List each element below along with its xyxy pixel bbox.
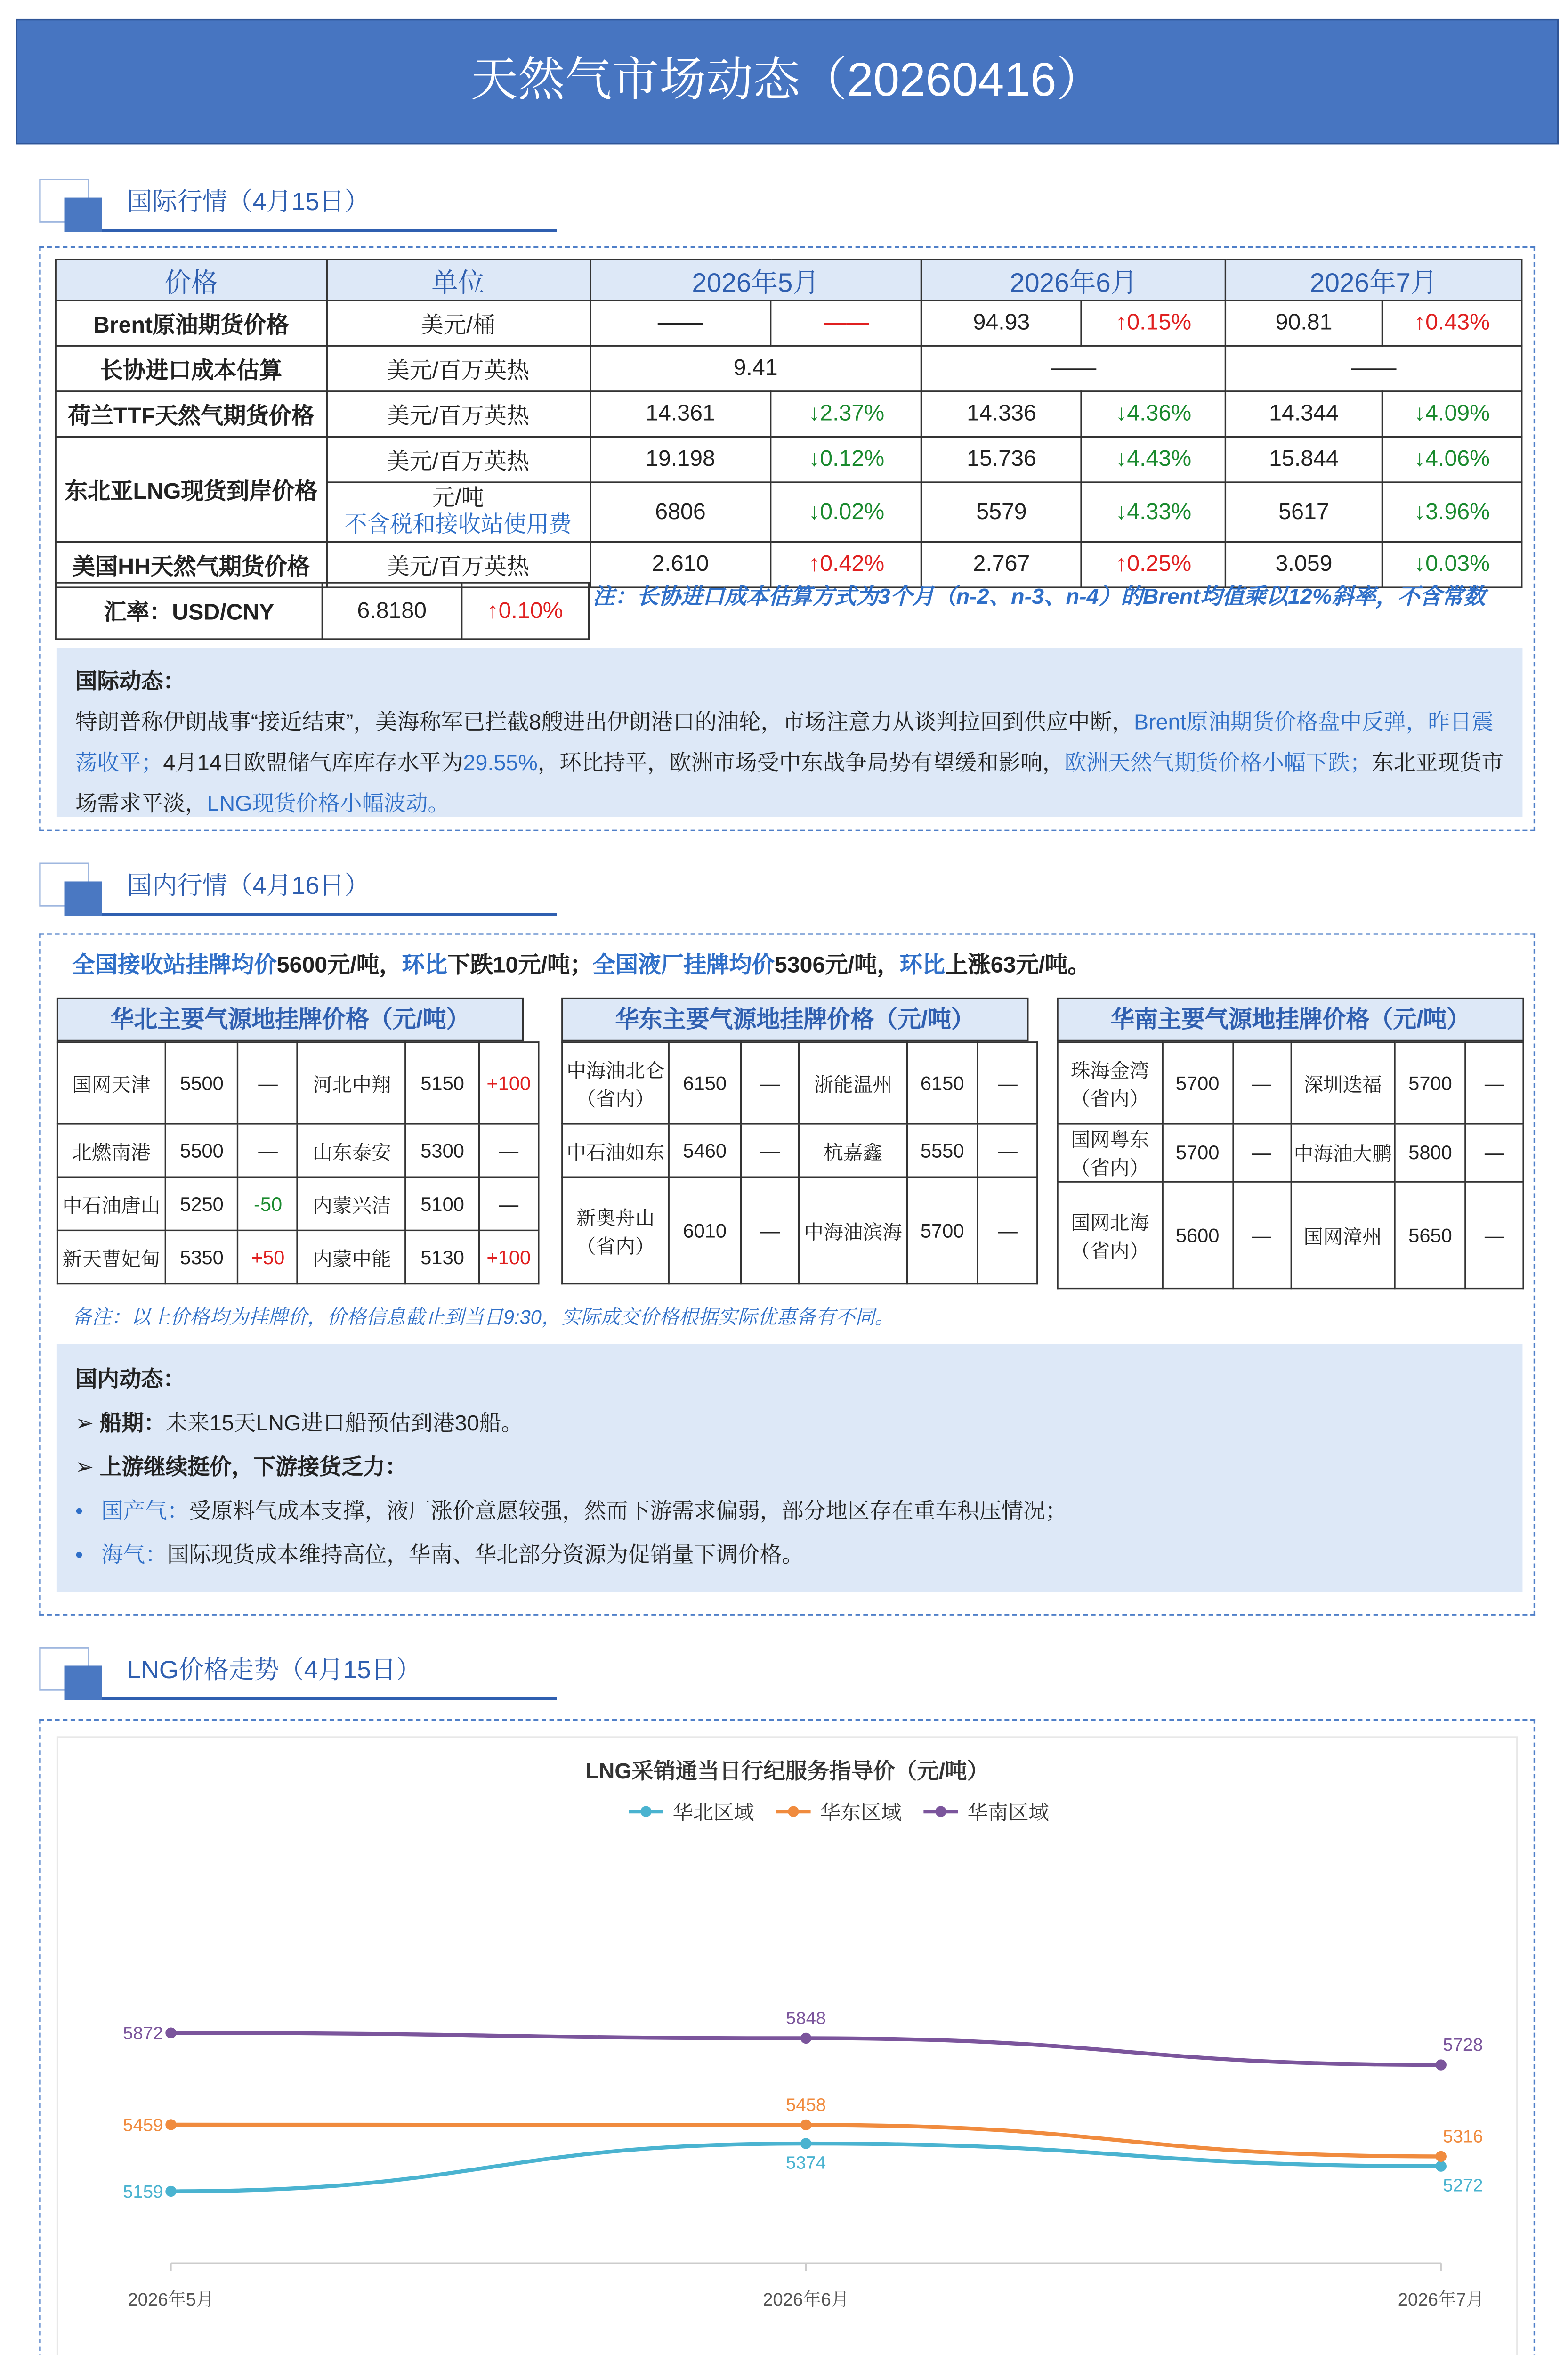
value-cell: 5579: [921, 482, 1081, 542]
region-title: 华南主要气源地挂牌价格（元/吨）: [1057, 998, 1524, 1041]
data-point-2-0: [165, 2027, 176, 2038]
source-name: 中海油大鹏: [1291, 1124, 1395, 1182]
col-header-may: 2026年5月: [590, 260, 921, 300]
source-change: +100: [479, 1042, 539, 1124]
summary-value: 5600元/吨，: [276, 953, 402, 979]
summary-key: 全国液厂挂牌均价: [592, 953, 775, 979]
col-header-jul: 2026年7月: [1226, 260, 1522, 300]
value-cell: 14.361: [590, 391, 771, 437]
x-tick-label-0: 2026年5月: [128, 2290, 214, 2310]
source-change: —: [1465, 1182, 1523, 1288]
value-cell: 5617: [1226, 482, 1382, 542]
row-label-ttf: 荷兰TTF天然气期货价格: [56, 391, 326, 437]
value-cell: ——: [1226, 346, 1522, 391]
news-highlight: 29.55%: [463, 749, 538, 775]
value-cell: 9.41: [590, 346, 921, 391]
summary-key: 环比: [899, 953, 946, 979]
source-name: 国网漳州: [1291, 1182, 1395, 1288]
header-decoration-fill: [65, 1665, 102, 1700]
section-title-trend: LNG价格走势（4月15日）: [127, 1657, 421, 1685]
intl-price-table: [55, 259, 1523, 588]
section-title-intl: 国际行情（4月15日）: [127, 189, 370, 217]
chart-container: [57, 1736, 1518, 2355]
domestic-summary: [72, 947, 1091, 980]
source-change: —: [741, 1177, 800, 1283]
source-name: 国网北海（省内）: [1058, 1182, 1162, 1288]
value-cell: 14.344: [1226, 391, 1382, 437]
news-text: ，环比持平，欧洲市场受中东战争局势有望缓和影响，: [537, 749, 1065, 775]
table-row: [1058, 1124, 1523, 1182]
table-row: [562, 1177, 1037, 1283]
table-row: [562, 1042, 1037, 1124]
domestic-news-box: [57, 1344, 1523, 1592]
news-highlight: Brent原油期货价格盘中反弹，昨日震荡收平；: [75, 709, 1494, 775]
value-cell: 19.198: [590, 437, 771, 482]
source-price: 6150: [906, 1042, 978, 1124]
legend-label-0: 华北区域: [672, 1801, 754, 1824]
bullet-label: 海气：: [101, 1542, 167, 1567]
source-change: —: [1233, 1042, 1291, 1124]
source-price: 5700: [1395, 1042, 1466, 1124]
change-cell: ↓3.96%: [1382, 482, 1521, 542]
change-cell: ↑0.15%: [1082, 300, 1226, 346]
source-change: —: [741, 1042, 800, 1124]
region-price-table: [1057, 1041, 1524, 1289]
summary-value: 下跌10元/吨；: [447, 953, 593, 979]
source-price: 5700: [1162, 1042, 1233, 1124]
news-bullet: [75, 1445, 1504, 1488]
section-header-trend: [39, 1647, 557, 1710]
source-change: —: [479, 1177, 539, 1230]
value-cell: 14.336: [921, 391, 1081, 437]
source-name: 新天曹妃甸: [57, 1230, 166, 1283]
source-price: 5350: [165, 1230, 238, 1283]
table-row: [56, 542, 1522, 588]
source-change: —: [1233, 1182, 1291, 1288]
source-name: 内蒙兴洁: [298, 1177, 406, 1230]
data-label-2-2: 5728: [1443, 2035, 1483, 2055]
region-title: 华北主要气源地挂牌价格（元/吨）: [57, 998, 524, 1041]
change-cell: ↓2.37%: [771, 391, 921, 437]
source-price: 6150: [669, 1042, 741, 1124]
legend-label-2: 华南区域: [967, 1801, 1049, 1824]
table-row: [57, 1177, 539, 1230]
region-price-table: [57, 1041, 540, 1284]
col-header-unit: 单位: [327, 260, 590, 300]
unit-cell: [327, 482, 590, 542]
table-row: [56, 346, 1522, 391]
fx-change: ↑0.10%: [461, 583, 589, 639]
header-underline: [102, 1697, 557, 1700]
row-label-hh: 美国HH天然气期货价格: [56, 542, 326, 588]
section-header-intl: [39, 179, 557, 242]
table-row: [1058, 1182, 1523, 1288]
bullet-label: 船期：: [99, 1410, 166, 1435]
source-change: —: [978, 1177, 1037, 1283]
source-name: 国网天津: [57, 1042, 166, 1124]
region-north-china: [57, 998, 531, 1270]
data-label-2-0: 5872: [123, 2023, 163, 2044]
source-price: 5700: [1162, 1124, 1233, 1182]
col-header-price: 价格: [56, 260, 326, 300]
table-row: [57, 1124, 539, 1177]
legend-marker-0: [640, 1806, 651, 1817]
change-cell: ↓4.36%: [1082, 391, 1226, 437]
legend-marker-2: [935, 1806, 946, 1817]
source-name: 内蒙中能: [298, 1230, 406, 1283]
source-price: 5500: [165, 1042, 238, 1124]
bullet-text: 受原料气成本支撑，液厂涨价意愿较强，然而下游需求偏弱，部分地区存在重车积压情况；: [189, 1498, 1067, 1523]
section-title-domestic: 国内行情（4月16日）: [127, 873, 370, 901]
data-label-2-1: 5848: [786, 2008, 826, 2029]
source-change: —: [741, 1124, 800, 1177]
x-tick-label-1: 2026年6月: [763, 2290, 849, 2310]
change-cell: ↓0.03%: [1382, 542, 1521, 588]
source-name: 杭嘉鑫: [800, 1124, 906, 1177]
source-name: 国网粤东（省内）: [1058, 1124, 1162, 1182]
fx-value: 6.8180: [323, 583, 461, 639]
region-east-china: [561, 998, 1028, 1257]
source-name: 中海油滨海: [800, 1177, 906, 1283]
data-point-1-2: [1436, 2151, 1447, 2162]
source-change: —: [978, 1042, 1037, 1124]
change-cell: ↓0.02%: [771, 482, 921, 542]
data-point-2-2: [1436, 2059, 1447, 2070]
news-bullet: [75, 1532, 1504, 1576]
bullet-text: 国际现货成本维持高位，华南、华北部分资源为促销量下调价格。: [167, 1542, 804, 1567]
source-change: —: [1465, 1124, 1523, 1182]
source-price: 5150: [406, 1042, 478, 1124]
dot-bullet-icon: •: [75, 1542, 102, 1567]
source-price: 5460: [669, 1124, 741, 1177]
section-header-domestic: [39, 863, 557, 926]
source-name: 河北中翔: [298, 1042, 406, 1124]
source-name: 山东泰安: [298, 1124, 406, 1177]
data-label-1-1: 5458: [786, 2095, 826, 2115]
source-change: —: [1465, 1042, 1523, 1124]
region-title: 华东主要气源地挂牌价格（元/吨）: [561, 998, 1028, 1041]
intl-news-body: [75, 701, 1504, 824]
table-row: [56, 391, 1522, 437]
data-label-1-0: 5459: [123, 2115, 163, 2136]
chart-title: LNG采销通当日行纪服务指导价（元/吨）: [585, 1759, 989, 1784]
legend-label-1: 华东区域: [820, 1801, 902, 1824]
row-label-ne-asia-lng: 东北亚LNG现货到岸价格: [56, 437, 326, 542]
news-highlight: 欧洲天然气期货价格小幅下跌；: [1064, 749, 1372, 775]
header-underline: [102, 229, 557, 232]
lng-price-line-chart: [58, 1738, 1516, 2355]
source-name: 北燃南港: [57, 1124, 166, 1177]
dot-bullet-icon: •: [75, 1498, 102, 1523]
row-label-lta-cost: 长协进口成本估算: [56, 346, 326, 391]
unit-cell: 美元/百万英热: [327, 391, 590, 437]
arrow-bullet-icon: ➢: [75, 1454, 100, 1479]
domestic-news-title: 国内动态：: [75, 1366, 185, 1391]
data-point-2-1: [800, 2033, 811, 2044]
news-text: 4月14日欧盟储气库库存水平为: [163, 749, 463, 775]
summary-value: 5306元/吨，: [774, 953, 900, 979]
news-highlight: LNG现货价格小幅波动。: [207, 790, 450, 816]
intl-news-box: [57, 648, 1523, 817]
unit-text: 元/吨: [432, 485, 484, 511]
change-cell: ↑0.25%: [1082, 542, 1226, 588]
value-cell: 2.610: [590, 542, 771, 588]
change-cell: ↑0.42%: [771, 542, 921, 588]
news-text: 东北亚现货市场需求平淡，: [75, 749, 1503, 816]
data-point-1-1: [800, 2120, 811, 2130]
value-cell: 94.93: [921, 300, 1081, 346]
table-row: [56, 437, 1522, 482]
page-title: 天然气市场动态（20260416）: [16, 19, 1559, 144]
header-decoration-fill: [65, 198, 102, 232]
data-point-0-1: [800, 2138, 811, 2149]
news-bullet: [75, 1401, 1504, 1445]
bullet-text: 未来15天LNG进口船预估到港30船。: [165, 1410, 523, 1435]
source-price: 6010: [669, 1177, 741, 1283]
source-name: 深圳迭福: [1291, 1042, 1395, 1124]
value-cell: 15.736: [921, 437, 1081, 482]
col-header-jun: 2026年6月: [921, 260, 1225, 300]
source-change: —: [978, 1124, 1037, 1177]
unit-cell: 美元/百万英热: [327, 346, 590, 391]
source-name: 中海油北仑（省内）: [562, 1042, 669, 1124]
value-cell: 6806: [590, 482, 771, 542]
table-row: [57, 1230, 539, 1283]
data-point-1-0: [165, 2119, 176, 2130]
change-cell: ↓4.06%: [1382, 437, 1521, 482]
summary-key: 环比: [402, 953, 448, 979]
source-price: 5250: [165, 1177, 238, 1230]
source-change: —: [1233, 1124, 1291, 1182]
source-change: —: [238, 1042, 298, 1124]
source-change: -50: [238, 1177, 298, 1230]
value-cell: 15.844: [1226, 437, 1382, 482]
source-name: 新奥舟山（省内）: [562, 1177, 669, 1283]
x-tick-label-2: 2026年7月: [1398, 2290, 1484, 2310]
header-underline: [102, 913, 557, 916]
value-cell: ——: [921, 346, 1225, 391]
source-price: 5500: [165, 1124, 238, 1177]
value-cell: ——: [590, 300, 771, 346]
source-change: —: [479, 1124, 539, 1177]
data-point-0-2: [1436, 2161, 1447, 2172]
change-cell: ——: [771, 300, 921, 346]
source-price: 5700: [906, 1177, 978, 1283]
data-point-0-0: [165, 2186, 176, 2197]
table-note: 注：长协进口成本估算方式为3个月（n-2、n-3、n-4）的Brent均值乘以12%斜率，不含常数: [592, 583, 1486, 609]
table-row: [1058, 1042, 1523, 1124]
unit-cell: 美元/桶: [327, 300, 590, 346]
source-price: 5600: [1162, 1182, 1233, 1288]
table-row: [562, 1124, 1037, 1177]
data-label-0-2: 5272: [1443, 2175, 1483, 2196]
source-name: 珠海金湾（省内）: [1058, 1042, 1162, 1124]
summary-value: 上涨63元/吨。: [945, 953, 1091, 979]
value-cell: 2.767: [921, 542, 1081, 588]
data-label-1-2: 5316: [1443, 2126, 1483, 2147]
value-cell: 3.059: [1226, 542, 1382, 588]
value-cell: 90.81: [1226, 300, 1382, 346]
legend-marker-1: [788, 1806, 799, 1817]
unit-cell: 美元/百万英热: [327, 437, 590, 482]
region-price-table: [561, 1041, 1038, 1284]
source-price: 5650: [1395, 1182, 1466, 1288]
unit-cell: 美元/百万英热: [327, 542, 590, 588]
news-bullet: [75, 1488, 1504, 1532]
fx-table: [55, 582, 590, 640]
source-change: —: [238, 1124, 298, 1177]
source-price: 5300: [406, 1124, 478, 1177]
change-cell: ↓4.33%: [1082, 482, 1226, 542]
source-change: +50: [238, 1230, 298, 1283]
source-change: +100: [479, 1230, 539, 1283]
arrow-bullet-icon: ➢: [75, 1410, 100, 1435]
fx-label: 汇率：USD/CNY: [56, 583, 322, 639]
data-label-0-1: 5374: [786, 2152, 826, 2173]
row-label-brent: Brent原油期货价格: [56, 300, 326, 346]
news-text: 特朗普称伊朗战事“接近结束”，美海称军已拦截8艘进出伊朗港口的油轮，市场注意力从谈判拉回到供应中断，: [75, 709, 1134, 734]
bullet-label: 上游继续挺价，下游接货乏力：: [99, 1454, 407, 1479]
source-price: 5100: [406, 1177, 478, 1230]
change-cell: ↓0.12%: [771, 437, 921, 482]
header-decoration-fill: [65, 881, 102, 916]
data-label-0-0: 5159: [123, 2181, 163, 2202]
intl-news-title: 国际动态：: [75, 668, 185, 693]
table-row: [57, 1042, 539, 1124]
source-price: 5800: [1395, 1124, 1466, 1182]
source-price: 5130: [406, 1230, 478, 1283]
source-name: 中石油唐山: [57, 1177, 166, 1230]
change-cell: ↓4.09%: [1382, 391, 1521, 437]
source-name: 中石油如东: [562, 1124, 669, 1177]
price-remark: 备注：以上价格均为挂牌价，价格信息截止到当日9:30，实际成交价格根据实际优惠备有不同。: [72, 1306, 895, 1329]
source-price: 5550: [906, 1124, 978, 1177]
summary-key: 全国接收站挂牌均价: [72, 953, 277, 979]
change-cell: ↓4.43%: [1082, 437, 1226, 482]
region-south-china: [1057, 998, 1524, 1262]
table-header-row: [56, 260, 1522, 300]
change-cell: ↑0.43%: [1382, 300, 1521, 346]
table-row: [56, 300, 1522, 346]
unit-note: 不含税和接收站使用费: [344, 512, 572, 537]
bullet-label: 国产气：: [101, 1498, 189, 1523]
source-name: 浙能温州: [800, 1042, 906, 1124]
